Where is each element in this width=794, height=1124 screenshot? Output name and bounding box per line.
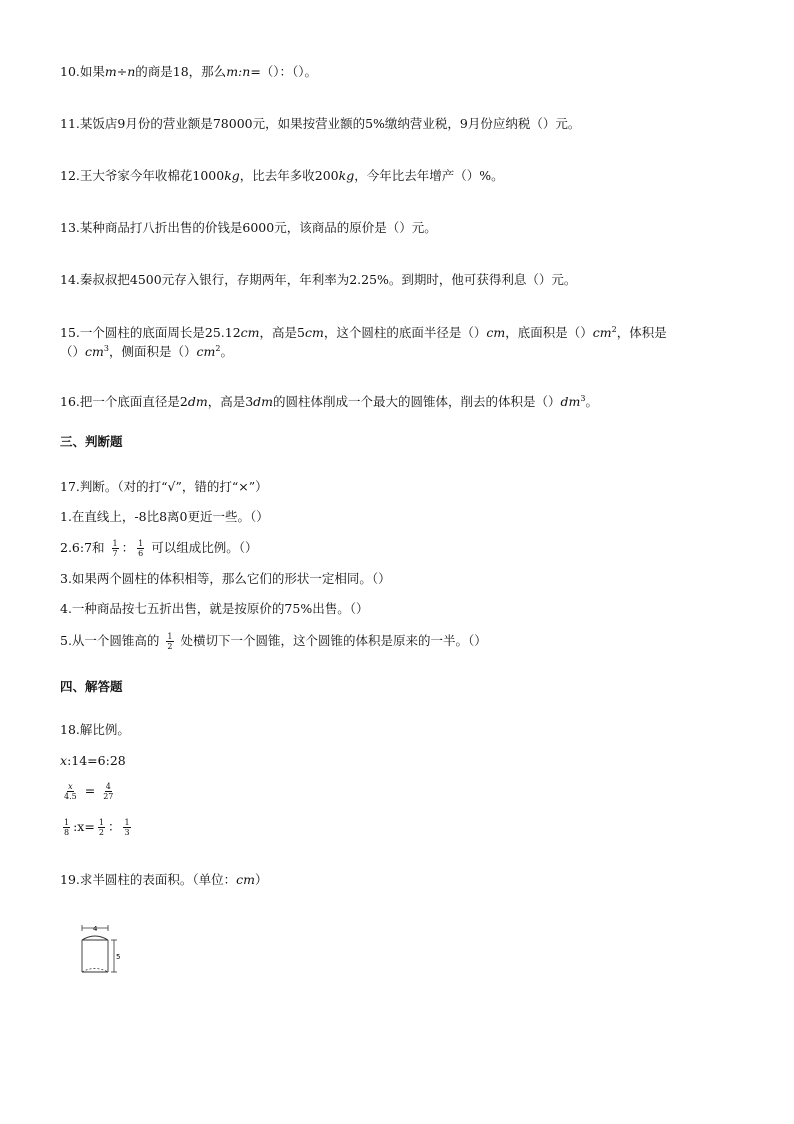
half-cylinder-figure [74, 922, 134, 982]
fraction-1-2b: $\frac{1}{2}$ [98, 818, 104, 837]
proportion-2: $\frac{x}{4.5}$ = $\frac{4}{27}$ [64, 782, 114, 801]
q14: 14.秦叔叔把4500元存入银行，存期两年，年利率为2.25%。到期时，他可获得利息（）元。 [60, 272, 577, 287]
bottom-arc-hidden [82, 969, 108, 973]
top-arc [82, 936, 108, 940]
proportion-3: $\frac{1}{8}$ :x= $\frac{1}{2}$ ： $\frac{1}{3}$ [64, 818, 130, 837]
fraction-x-4.5: $\frac{x}{4.5}$ [64, 782, 77, 801]
q13: 13.某种商品打八折出售的价钱是6000元，该商品的原价是（）元。 [60, 220, 437, 235]
fraction-4-27: $\frac{4}{27}$ [103, 782, 114, 801]
height-label: 5 [116, 953, 121, 961]
fraction-1-3: $\frac{1}{3}$ [124, 818, 130, 837]
q15-line1: 15.一个圆柱的底面周长是25.12cm，高是5cm，这个圆柱的底面半径是（）cm，底面积是$()cm^2$，体积是 [60, 325, 667, 341]
fraction-1-7: $\frac{1}{7}$ [112, 539, 118, 558]
q16: 16.把一个底面直径是2dm，高是3dm的圆柱体削成一个最大的圆锥体，削去的体积是$()dm^3$。 [60, 394, 598, 410]
judge-3: 3.如果两个圆柱的体积相等，那么它们的形状一定相同。（） [60, 571, 391, 586]
q12: 12.王大爷家今年收棉花1000kg，比去年多收200kg，今年比去年增产（）%。 [60, 168, 504, 183]
q15-line2: $()cm^3$，侧面积是$()cm^2$。 [60, 344, 233, 360]
diameter-label: 4 [93, 925, 98, 933]
fraction-1-6: $\frac{1}{6}$ [138, 539, 144, 558]
judge-5: 5.从一个圆锥高的 $\frac{1}{2}$ 处横切下一个圆锥，这个圆锥的体积是原来的一半。（） [60, 632, 487, 651]
section-4-heading: 四、解答题 [60, 679, 123, 694]
fraction-1-2: $\frac{1}{2}$ [167, 632, 173, 651]
q17: 17.判断。（对的打“√”，错的打“×”） [60, 479, 268, 494]
proportion-1: x:14=6:28 [60, 753, 126, 768]
judge-4: 4.一种商品按七五折出售，就是按原价的75%出售。（） [60, 601, 369, 616]
section-3-heading: 三、判断题 [60, 434, 123, 449]
judge-2: 2.6:7和 $\frac{1}{7}$ ： $\frac{1}{6}$ 可以组成比例。（） [60, 539, 258, 558]
q11: 11.某饭店9月份的营业额是78000元，如果按营业额的5%缴纳营业税，9月份应纳税（）元。 [60, 116, 581, 131]
q19: 19.求半圆柱的表面积。（单位：cm） [60, 872, 268, 887]
judge-1: 1.在直线上，-8比8离0更近一些。（） [60, 509, 269, 524]
fraction-1-8: $\frac{1}{8}$ [64, 818, 70, 837]
q18: 18.解比例。 [60, 722, 130, 737]
q10: 10.如果m÷n的商是18，那么m:n=（）：（）。 [60, 64, 318, 79]
